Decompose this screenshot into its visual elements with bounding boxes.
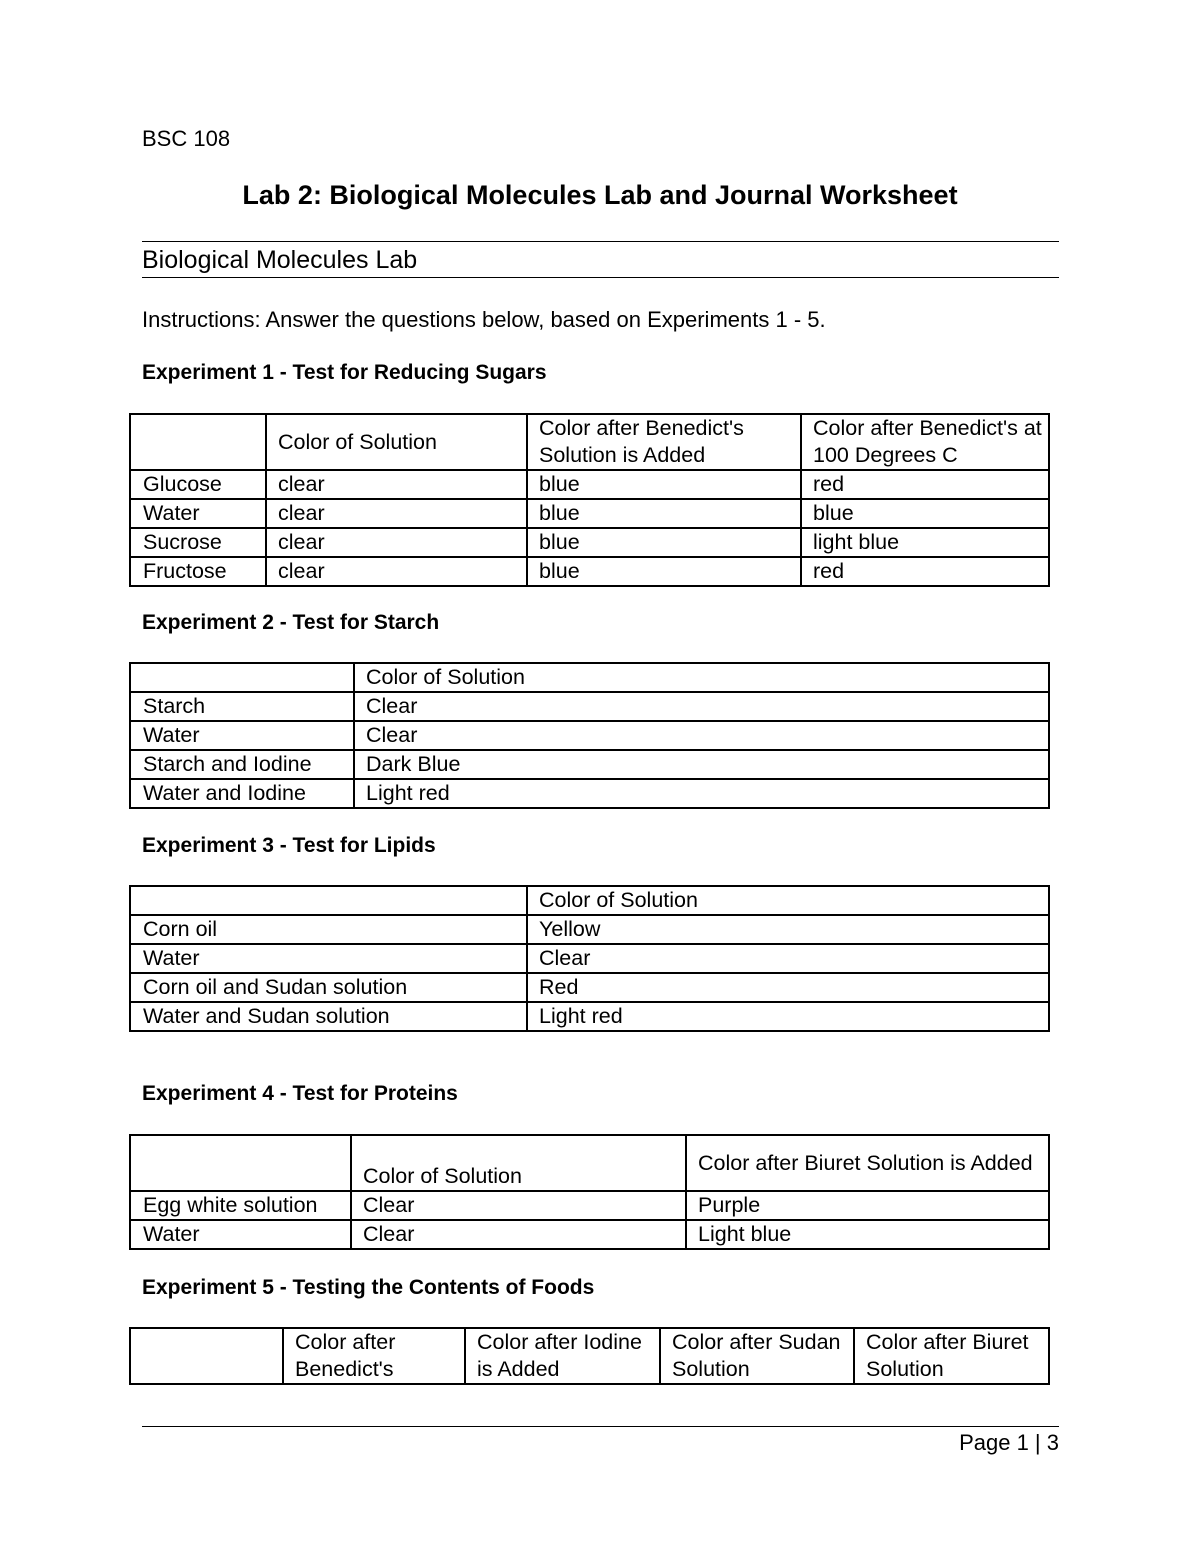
table-cell: Clear: [354, 692, 1049, 721]
table-row: [130, 944, 1049, 973]
header-cell: [130, 414, 266, 470]
table-cell: Clear: [354, 721, 1049, 750]
experiment-5-table: [129, 1327, 1050, 1385]
header-cell: Color of Solution: [351, 1135, 686, 1191]
table-cell: Corn oil and Sudan solution: [130, 973, 527, 1002]
table-cell: Water: [130, 1220, 351, 1249]
experiment-3-table: [129, 885, 1050, 1032]
table-cell: blue: [527, 470, 801, 499]
experiment-1-table: [129, 413, 1050, 587]
table-header-row: [130, 886, 1049, 915]
header-cell: Color after Benedict's Solution is Added: [527, 414, 801, 470]
header-cell: Color of Solution: [266, 414, 527, 470]
page-title: Lab 2: Biological Molecules Lab and Journal Worksheet: [242, 180, 958, 210]
table-row: [130, 750, 1049, 779]
table-row: [130, 557, 1049, 586]
table-cell: blue: [527, 528, 801, 557]
table-cell: clear: [266, 528, 527, 557]
section-bottom-rule: [142, 277, 1059, 278]
table-row: [130, 1220, 1049, 1249]
table-cell: Yellow: [527, 915, 1049, 944]
header-cell: Color after Sudan Solution: [660, 1328, 854, 1384]
header-cell: Color of Solution: [527, 886, 1049, 915]
page-number: Page 1 | 3: [959, 1430, 1059, 1455]
table-header-row: [130, 1135, 1049, 1191]
table-row: [130, 721, 1049, 750]
header-cell: [130, 886, 527, 915]
table-cell: Light red: [527, 1002, 1049, 1031]
header-cell: Color after Biuret Solution is Added: [686, 1135, 1049, 1191]
table-cell: blue: [801, 499, 1049, 528]
table-header-row: [130, 414, 1049, 470]
header-cell: [130, 663, 354, 692]
table-cell: Light blue: [686, 1220, 1049, 1249]
table-cell: Clear: [351, 1191, 686, 1220]
table-cell: Starch and Iodine: [130, 750, 354, 779]
table-cell: light blue: [801, 528, 1049, 557]
table-cell: Dark Blue: [354, 750, 1049, 779]
table-cell: Clear: [351, 1220, 686, 1249]
table-cell: Water: [130, 944, 527, 973]
header-cell: Color after Benedict's: [283, 1328, 465, 1384]
header-cell: [130, 1135, 351, 1191]
experiment-1-heading: Experiment 1 - Test for Reducing Sugars: [142, 361, 547, 384]
experiment-2-table: [129, 662, 1050, 809]
table-cell: Water and Iodine: [130, 779, 354, 808]
table-header-row: [130, 1328, 1049, 1384]
course-code: BSC 108: [142, 126, 231, 151]
table-cell: Water and Sudan solution: [130, 1002, 527, 1031]
header-cell: Color after Iodine is Added: [465, 1328, 660, 1384]
table-cell: red: [801, 470, 1049, 499]
table-cell: Water: [130, 499, 266, 528]
table-row: [130, 528, 1049, 557]
experiment-4-heading: Experiment 4 - Test for Proteins: [142, 1082, 458, 1105]
table-cell: blue: [527, 499, 801, 528]
table-cell: Water: [130, 721, 354, 750]
experiment-5-heading: Experiment 5 - Testing the Contents of Foods: [142, 1276, 595, 1299]
table-cell: Egg white solution: [130, 1191, 351, 1220]
table-cell: Purple: [686, 1191, 1049, 1220]
table-cell: Red: [527, 973, 1049, 1002]
table-row: [130, 915, 1049, 944]
table-row: [130, 499, 1049, 528]
table-row: [130, 1191, 1049, 1220]
header-cell: Color after Biuret Solution: [854, 1328, 1049, 1384]
table-row: [130, 779, 1049, 808]
experiment-3-heading: Experiment 3 - Test for Lipids: [142, 834, 436, 857]
table-row: [130, 470, 1049, 499]
table-cell: Fructose: [130, 557, 266, 586]
header-cell: [130, 1328, 283, 1384]
section-top-rule: [142, 241, 1059, 242]
experiment-2-heading: Experiment 2 - Test for Starch: [142, 611, 440, 634]
experiment-4-table: [129, 1134, 1050, 1250]
section-heading: Biological Molecules Lab: [142, 246, 418, 274]
table-cell: red: [801, 557, 1049, 586]
table-cell: clear: [266, 470, 527, 499]
table-cell: clear: [266, 557, 527, 586]
table-cell: Starch: [130, 692, 354, 721]
instructions-text: Instructions: Answer the questions below, based on Experiments 1 - 5.: [142, 307, 826, 332]
table-row: [130, 973, 1049, 1002]
header-cell: Color after Benedict's at 100 Degrees C: [801, 414, 1049, 470]
table-row: [130, 1002, 1049, 1031]
table-cell: Corn oil: [130, 915, 527, 944]
table-cell: Light red: [354, 779, 1049, 808]
table-row: [130, 692, 1049, 721]
table-cell: blue: [527, 557, 801, 586]
table-cell: clear: [266, 499, 527, 528]
table-header-row: [130, 663, 1049, 692]
table-cell: Sucrose: [130, 528, 266, 557]
header-cell: Color of Solution: [354, 663, 1049, 692]
table-cell: Glucose: [130, 470, 266, 499]
table-cell: Clear: [527, 944, 1049, 973]
footer-rule: [142, 1426, 1059, 1427]
